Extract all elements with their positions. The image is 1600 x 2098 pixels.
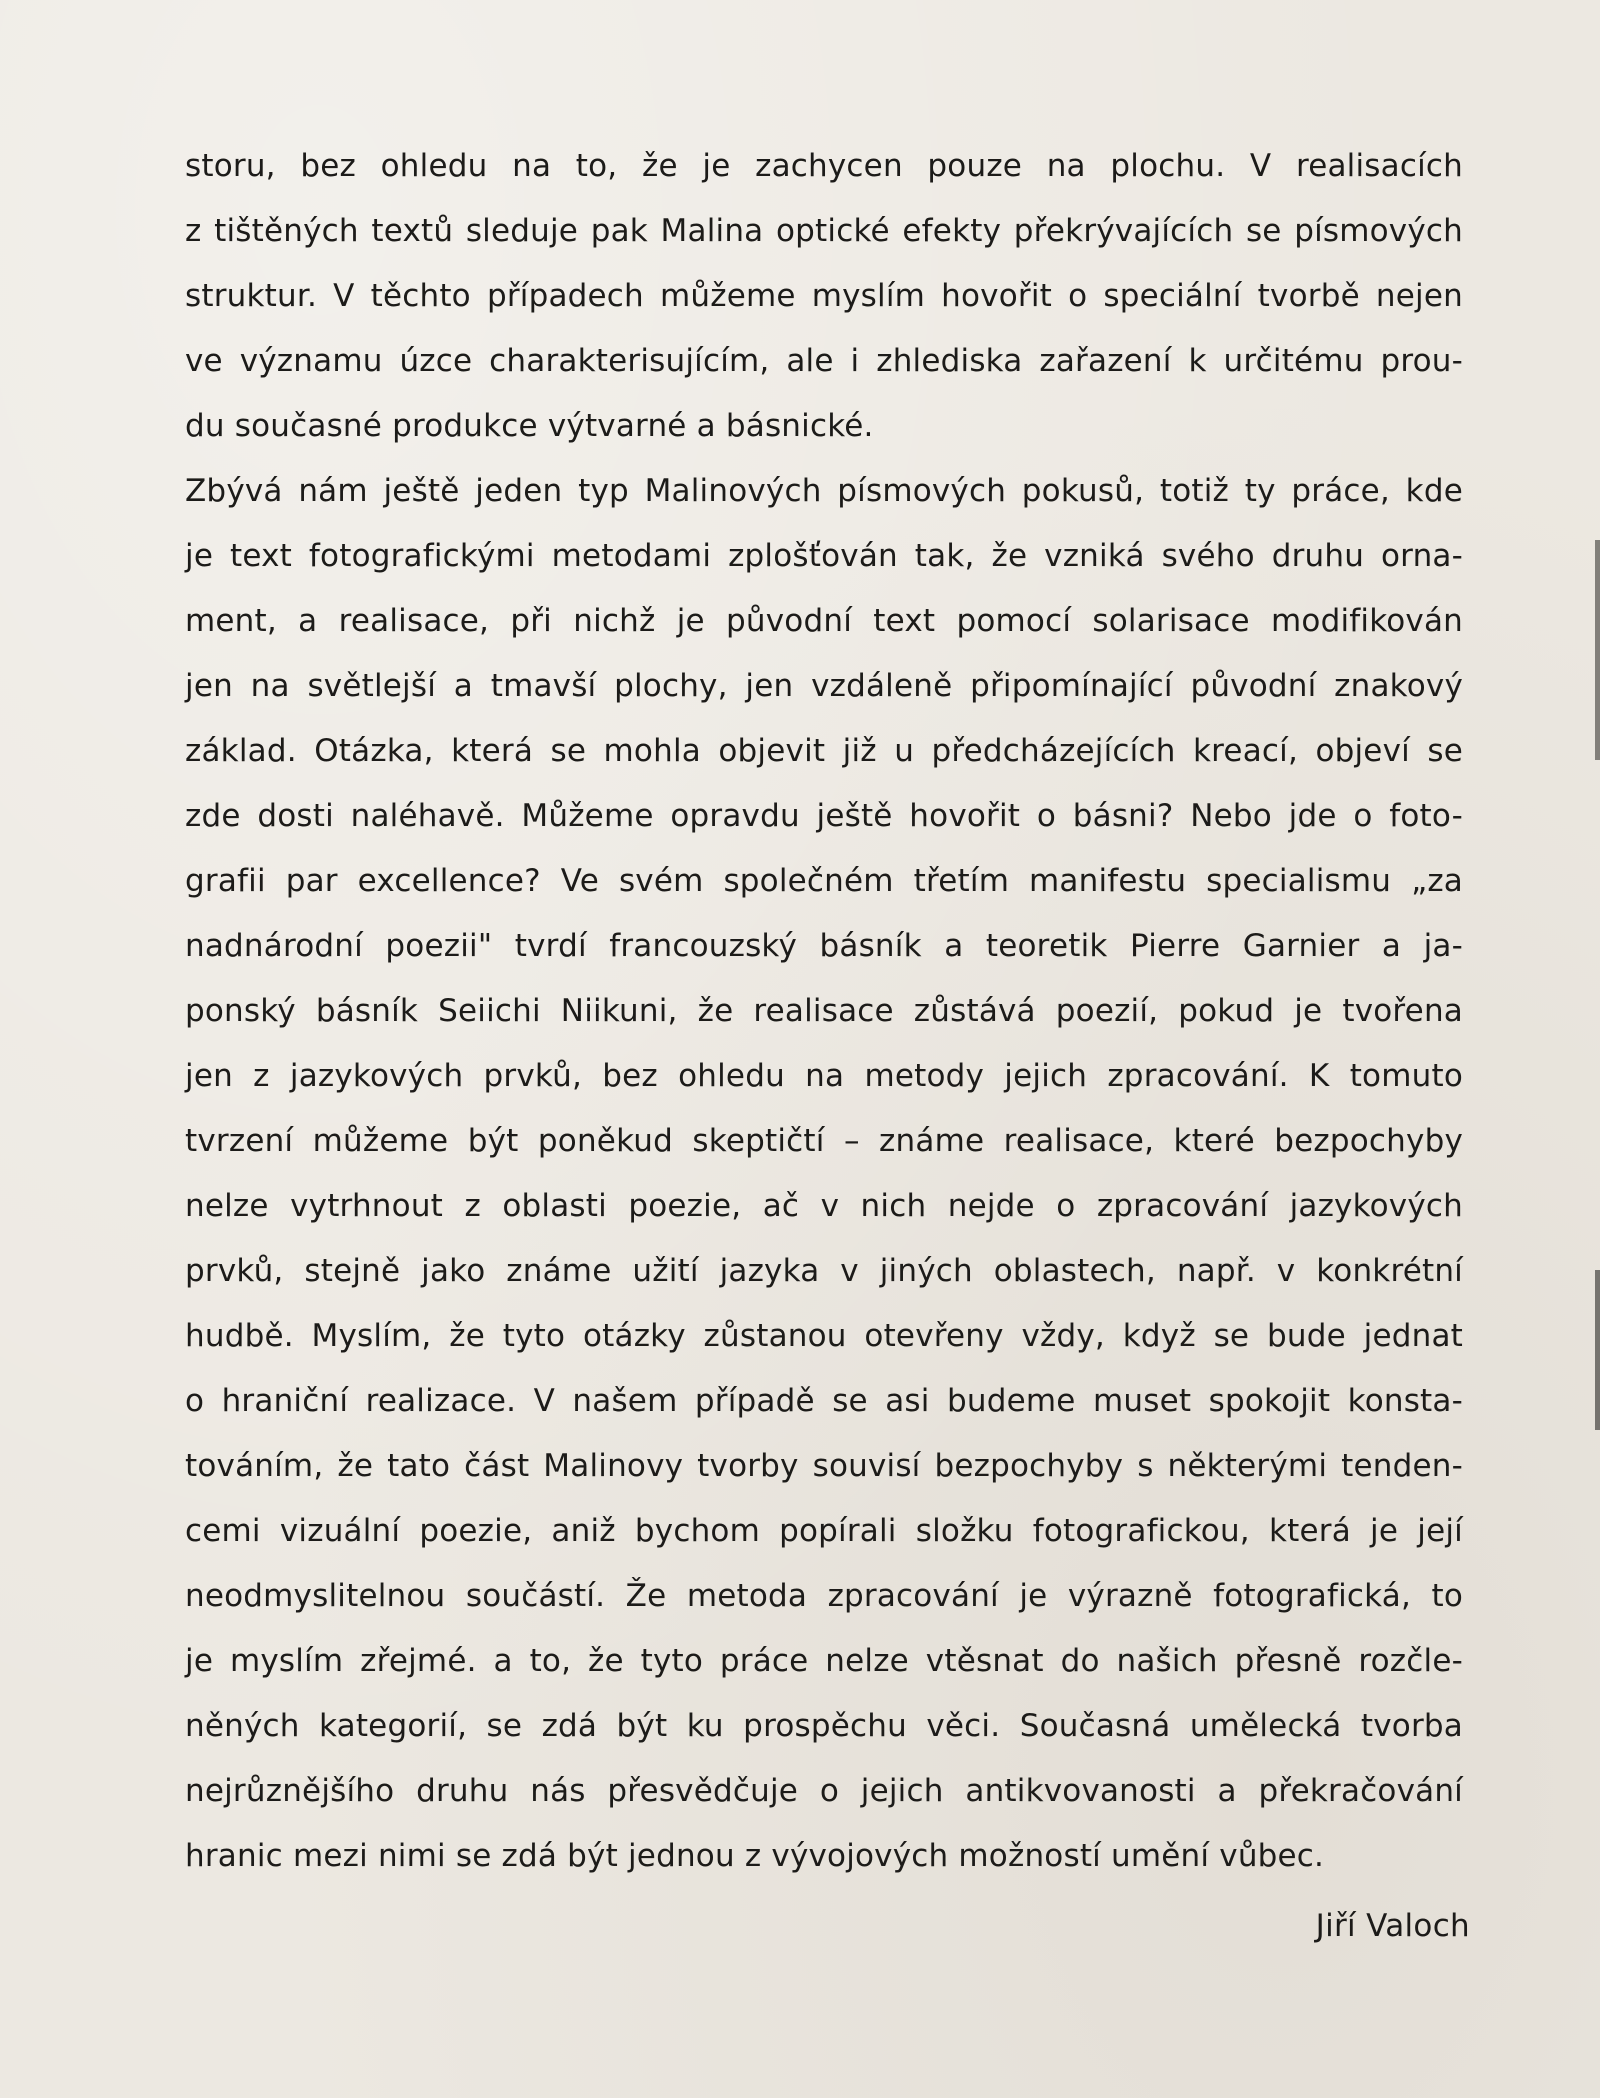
text-line: du současné produkce výtvarné a básnické. <box>185 408 874 444</box>
text-line: ponský básník Seiichi Niikuni, že realisace zůstává poezií, pokud je tvořena <box>185 993 1463 1029</box>
text-line: jen z jazykových prvků, bez ohledu na metody jejich zpracování. K tomuto <box>185 1058 1463 1094</box>
page-edge-shadow <box>1595 540 1600 760</box>
text-line: o hraniční realizace. V našem případě se asi budeme muset spokojit konsta- <box>185 1383 1463 1419</box>
text-line: cemi vizuální poezie, aniž bychom popírali složku fotografickou, která je její <box>185 1513 1463 1549</box>
text-line: tvrzení můžeme být poněkud skeptičtí – známe realisace, které bezpochyby <box>185 1123 1463 1159</box>
text-line: prvků, stejně jako známe užití jazyka v jiných oblastech, např. v konkrétní <box>185 1253 1463 1289</box>
text-line: struktur. V těchto případech můžeme myslím hovořit o speciální tvorbě nejen <box>185 278 1463 314</box>
text-line: hranic mezi nimi se zdá být jednou z vývojových možností umění vůbec. <box>185 1838 1325 1874</box>
text-line: továním, že tato část Malinovy tvorby souvisí bezpochyby s některými tenden- <box>185 1448 1463 1484</box>
text-line: ve významu úzce charakterisujícím, ale i zhlediska zařazení k určitému prou- <box>185 343 1463 379</box>
text-line: základ. Otázka, která se mohla objevit již u předcházejících kreací, objeví se <box>185 733 1463 769</box>
text-line: je text fotografickými metodami zplošťován tak, že vzniká svého druhu orna- <box>185 538 1463 574</box>
text-line: z tištěných textů sleduje pak Malina optické efekty překrývajících se písmových <box>185 213 1463 249</box>
author-signature: Jiří Valoch <box>1315 1908 1470 1944</box>
text-line: nelze vytrhnout z oblasti poezie, ač v nich nejde o zpracování jazykových <box>185 1188 1463 1224</box>
text-line: ment, a realisace, při nichž je původní text pomocí solarisace modifikován <box>185 603 1463 639</box>
text-line: je myslím zřejmé. a to, že tyto práce nelze vtěsnat do našich přesně rozčle- <box>185 1643 1463 1679</box>
text-line: jen na světlejší a tmavší plochy, jen vzdáleně připomínající původní znakový <box>185 668 1463 704</box>
text-line: zde dosti naléhavě. Můžeme opravdu ještě hovořit o básni? Nebo jde o foto- <box>185 798 1463 834</box>
text-line: neodmyslitelnou součástí. Že metoda zpracování je výrazně fotografická, to <box>185 1578 1463 1614</box>
text-line: nadnárodní poezii" tvrdí francouzský básník a teoretik Pierre Garnier a ja- <box>185 928 1463 964</box>
page-edge-shadow <box>1595 1270 1600 1430</box>
text-line: hudbě. Myslím, že tyto otázky zůstanou otevřeny vždy, když se bude jednat <box>185 1318 1463 1354</box>
text-line: nejrůznějšího druhu nás přesvědčuje o jejich antikvovanosti a překračování <box>185 1773 1463 1809</box>
text-line: grafii par excellence? Ve svém společném třetím manifestu specialismu „za <box>185 863 1463 899</box>
paragraph-1 <box>185 134 1463 459</box>
text-line: něných kategorií, se zdá být ku prospěchu věci. Současná umělecká tvorba <box>185 1708 1463 1744</box>
text-line: storu, bez ohledu na to, že je zachycen pouze na plochu. V realisacích <box>185 148 1463 184</box>
paragraph-2 <box>185 459 1463 1889</box>
body-text <box>185 134 1463 1889</box>
text-line: Zbývá nám ještě jeden typ Malinových písmových pokusů, totiž ty práce, kde <box>185 473 1463 509</box>
